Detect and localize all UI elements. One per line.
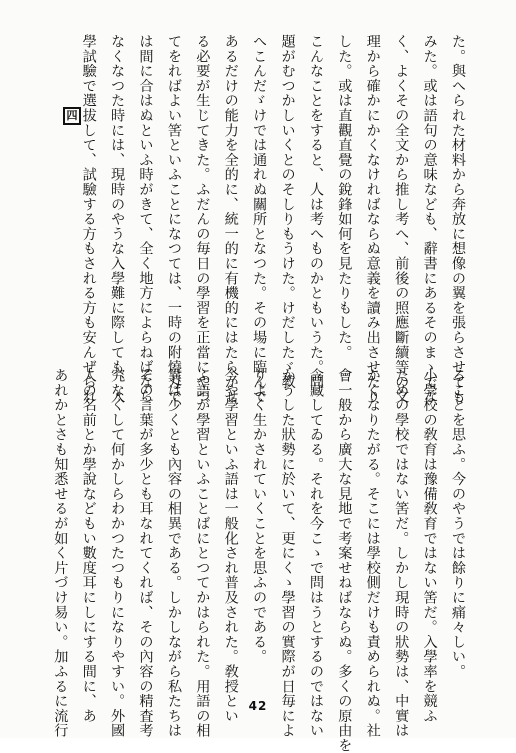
text-column: てをればよい筈といふことになつては、一時の附燒刄で <box>165 34 182 404</box>
text-column: く、よくその全文から推し考へ、前後の照應斷續等の文 <box>393 34 410 404</box>
text-column: ることを思ふ。今のやうでは餘りに痛々しい。 <box>450 368 466 679</box>
text-column: 會一般から廣大な見地で考案せねばならぬ。多くの原由を <box>336 368 353 753</box>
text-column: した。或は直觀直覺の銳鋒如何を見たりもした。 <box>336 34 353 360</box>
text-column: 理から確かにかくなければならぬ意義を讀み出させたり <box>364 34 381 404</box>
text-column: なくなつた時には、現時のやうな入學難に際しても、入 <box>109 34 126 404</box>
text-column: あるだけの能力を全的に、統一的に有機的にはたらかせ <box>222 34 239 404</box>
text-column: 含藏してゐる。それを今こゝで問はうとするのではない <box>307 368 324 738</box>
text-column: た。與へられた材料から奔放に想像の翼を張らさせても <box>450 34 466 404</box>
text-column: ための學校ではない筈だ。しかし現時の狀勢は、中實は <box>393 368 410 738</box>
text-column: 究なくして何かしらわかつたつもりになりやすい。外國 <box>109 368 126 738</box>
text-column: かくなりたがる。そこには學校側だけも責められぬ。社 <box>364 368 381 738</box>
text-column: かうした狀勢に於いて、更にくゝ學習の實際が日毎によ <box>279 368 296 738</box>
text-column: へこんだゞけでは通れぬ關所となつた。その場に臨んで <box>251 34 268 404</box>
text-column: は間に合はぬといふ時がきて、全く地方によらねばなら <box>137 34 154 404</box>
text-column: こんなことをすると、人は考へものかともいうた。問 <box>307 34 324 390</box>
text-column: みた。或は語句の意味なども、辭書にあるそのまゝでな <box>421 34 438 404</box>
text-column: 學試驗で選拔して、試驗する方もされる方も安んぜられ <box>80 34 97 404</box>
page-number: 42 <box>248 699 268 713</box>
text-column: 小學校の敎育は豫備敎育ではない筈だ。入學率を競ふ <box>421 368 438 724</box>
text-column: りよく生かされていくことを思ふのである。 <box>251 368 268 664</box>
text-column: 今や學習といふ語は一般化され普及された。敎授とい <box>222 368 239 724</box>
section-mark: 四 <box>63 107 81 125</box>
text-column: る必要が生じてきた。ふだんの毎日の學習を正當にやつ <box>194 34 211 404</box>
text-column: 人の名前とか學說などもい數度耳にしにする間に、あ <box>80 368 97 724</box>
text-column: ふ語が學習といふことばにとつてかはられた。用語の相 <box>194 368 211 738</box>
text-column: あれかとさも知悉せるが如く片づけ易い。加ふるに流行 <box>52 368 69 738</box>
text-column: 題がむつかしいくとのそしりもうけた。けだしたゞ教 <box>279 34 296 390</box>
text-column: その言葉が多少とも耳なれてくれば、その內容の精査考 <box>137 368 154 738</box>
text-column: 異は少くとも內容の相異である。しかしながら私たちは <box>165 368 182 738</box>
upper-text-block <box>74 34 472 404</box>
